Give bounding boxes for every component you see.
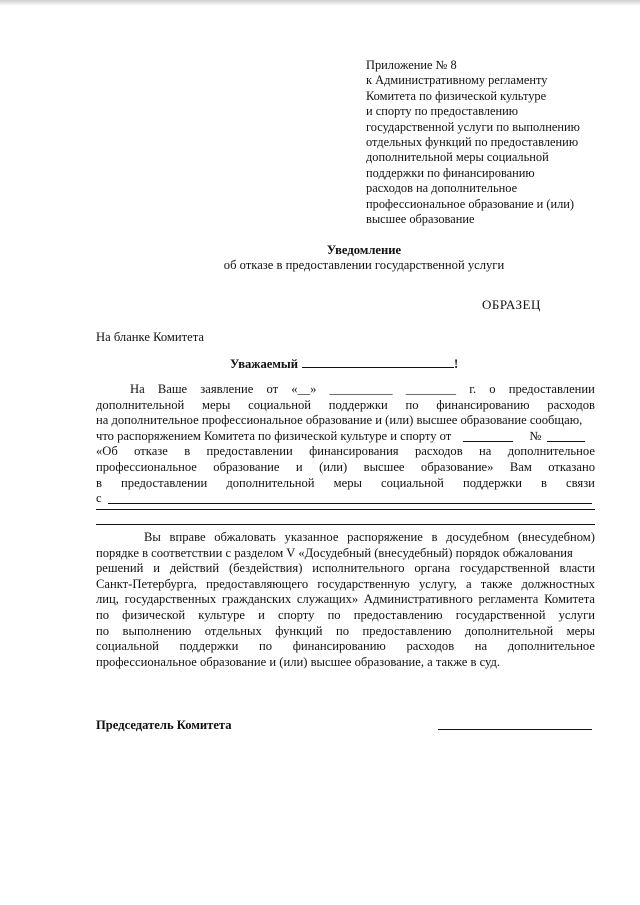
salutation-end: ! — [454, 357, 459, 371]
word: расходов — [547, 397, 595, 412]
word: поддержки — [328, 397, 388, 412]
word: меры — [566, 623, 595, 638]
p1-line-4 — [96, 429, 595, 445]
word: «Об — [96, 444, 118, 459]
word: досудебном — [446, 530, 510, 544]
word: исполнительного — [312, 561, 405, 576]
word: функций — [275, 623, 323, 638]
appendix-line: высшее образование — [366, 212, 475, 227]
word: Комитета — [544, 592, 595, 607]
word: и — [153, 561, 160, 576]
word: государственной — [459, 561, 550, 576]
paragraph-appeal — [96, 530, 595, 670]
appendix-line: расходов на дополнительное — [366, 181, 518, 196]
word: должностных — [521, 576, 595, 591]
word: по — [96, 607, 110, 622]
word: услуги — [558, 607, 595, 622]
word: связи — [566, 475, 595, 490]
appendix-block — [366, 58, 606, 227]
word: власти — [559, 561, 595, 576]
word: от — [266, 382, 279, 396]
word: заявление — [200, 382, 254, 396]
sample-label: ОБРАЗЕЦ — [482, 297, 541, 312]
word: предоставляющего — [206, 576, 309, 591]
word: государственных — [124, 592, 217, 607]
paragraph-refusal — [96, 382, 595, 507]
reason-blank-2[interactable] — [96, 509, 595, 510]
word: дополнительное — [507, 444, 595, 459]
appendix-line: дополнительной меры социальной — [366, 150, 549, 165]
word: по — [336, 623, 350, 638]
word: в — [184, 444, 191, 459]
p2-line-9-text: профессиональное образование и (или) высшее образование, а также в суд. — [96, 654, 501, 669]
p1-line-3 — [96, 413, 595, 429]
word: поддержки — [179, 639, 239, 654]
word: по — [96, 623, 110, 638]
word: социальной — [248, 397, 312, 412]
p2-line-5 — [96, 592, 595, 608]
word: лиц, — [96, 592, 119, 607]
word: меры — [202, 397, 231, 412]
word: Вы — [144, 530, 161, 544]
word: на — [479, 444, 492, 459]
p2-line-2 — [96, 546, 595, 562]
word: Административного — [363, 592, 473, 607]
word: культуре — [198, 607, 246, 622]
appendix-line: поддержки по финансированию — [366, 165, 535, 180]
p1-line-2 — [96, 398, 595, 414]
p2-line-8 — [96, 639, 595, 655]
word: указанное — [284, 530, 339, 544]
word: профессиональное — [96, 459, 197, 474]
word: по — [327, 607, 341, 622]
word: предоставлении — [206, 444, 293, 459]
word: расходов — [414, 444, 463, 459]
word: о — [489, 382, 496, 396]
p2-line-3 — [96, 561, 595, 577]
p1-line-3-text: на дополнительное профессиональное образование и (или) высшее образование сообщаю, — [96, 413, 583, 428]
word: социальной — [96, 639, 159, 654]
word: в — [96, 475, 102, 490]
word: предоставлению — [362, 623, 452, 638]
reason-blank-3[interactable] — [96, 524, 595, 525]
p1-line-8 — [96, 491, 595, 507]
order-date-blank[interactable] — [463, 429, 513, 442]
word: высшее — [363, 459, 405, 474]
word: регламента — [478, 592, 539, 607]
appendix-line: к Административному регламенту — [366, 73, 548, 88]
signature-line[interactable] — [438, 729, 592, 730]
word: действий — [169, 561, 220, 576]
word: дополнительной — [226, 475, 315, 490]
word: дополнительной — [96, 397, 185, 412]
word: и — [258, 607, 265, 622]
p1-line-6 — [96, 460, 595, 476]
word: г. — [469, 382, 477, 396]
p1-line-4-text: что распоряжением Комитета по физической культуре и спорту от — [96, 428, 452, 443]
word: вправе — [169, 530, 206, 544]
notice-title: Уведомление — [326, 243, 402, 257]
p2-line-7 — [96, 624, 595, 640]
word: отказе — [134, 444, 168, 459]
appendix-line: и спорту по предоставлению — [366, 104, 518, 119]
word: отказано — [548, 459, 595, 474]
p2-line-6 — [96, 608, 595, 624]
word: «__» — [291, 382, 317, 396]
word: в — [431, 530, 438, 544]
reason-blank-1[interactable] — [108, 491, 592, 504]
word: социальной — [381, 475, 444, 490]
appendix-line: отдельных функций по предоставлению — [366, 135, 579, 150]
word: расходов — [406, 639, 455, 654]
word: распоряжение — [347, 530, 423, 544]
word: служащих» — [296, 592, 359, 607]
word: также — [480, 576, 513, 591]
word: гражданских — [221, 592, 292, 607]
word: образование — [213, 459, 280, 474]
appendix-line: государственной услуги по выполнению — [366, 119, 580, 134]
word: и — [295, 459, 303, 474]
word: по — [405, 397, 419, 412]
word: спорту — [278, 607, 315, 622]
word: меры — [333, 475, 362, 490]
word: государственной — [455, 607, 546, 622]
word: финансированию — [436, 397, 530, 412]
word: Вам — [509, 459, 532, 474]
scan-top-edge — [0, 0, 640, 6]
p1-line-5 — [96, 444, 595, 460]
word: (бездействия) — [228, 561, 303, 576]
word: дополнительное — [507, 639, 595, 654]
p2-line-4 — [96, 577, 595, 593]
salutation-text: Уважаемый — [230, 357, 298, 371]
word: физической — [122, 607, 186, 622]
word: Ваше — [157, 382, 188, 396]
word: государственную — [317, 576, 410, 591]
word: в — [541, 475, 547, 490]
salutation — [230, 355, 458, 372]
p2-line-9 — [96, 655, 595, 671]
word: (внесудебном) — [517, 530, 595, 544]
word: выполнению — [122, 623, 192, 638]
recipient-blank[interactable] — [302, 355, 454, 368]
order-number-sign: № — [529, 428, 542, 443]
p1-line-7 — [96, 476, 595, 492]
notice-subtitle: об отказе в предоставлении государственной услуги — [223, 258, 505, 272]
word: отдельных — [204, 623, 262, 638]
word: на — [474, 639, 488, 654]
word: решений — [96, 561, 144, 576]
word: Санкт-Петербурга, — [96, 576, 197, 591]
word: предоставлении — [508, 382, 595, 396]
word: финансированию — [292, 639, 386, 654]
word: ________ — [405, 382, 457, 396]
word: образование» — [420, 459, 494, 474]
appendix-line: Приложение № 8 — [366, 58, 457, 72]
word: На — [130, 382, 145, 396]
chairman-label: Председатель Комитета — [96, 718, 232, 732]
word: финансирования — [309, 444, 399, 459]
appendix-line: профессиональное образование и (или) — [366, 196, 575, 211]
p2-line-2-text: порядке в соответствии с разделом V «Досудебный (внесудебный) порядок обжалования — [96, 545, 573, 560]
order-number-blank[interactable] — [547, 429, 585, 442]
word: __________ — [329, 382, 393, 396]
word: органа — [414, 561, 451, 576]
word: услугу, — [418, 576, 457, 591]
p2-line-1 — [96, 530, 595, 546]
word: обжаловать — [214, 530, 276, 544]
word: а — [466, 576, 472, 591]
word: предоставлении — [121, 475, 208, 490]
letterhead-note: На бланке Комитета — [96, 330, 204, 344]
word: предоставлению — [353, 607, 443, 622]
p1-line-1 — [96, 382, 595, 398]
appendix-line: Комитета по физической культуре — [366, 88, 547, 103]
word: по — [259, 639, 273, 654]
word: поддержки — [463, 475, 522, 490]
word: дополнительной — [464, 623, 554, 638]
word: (или) — [319, 459, 348, 474]
p1-line-8-text: с — [96, 491, 102, 506]
